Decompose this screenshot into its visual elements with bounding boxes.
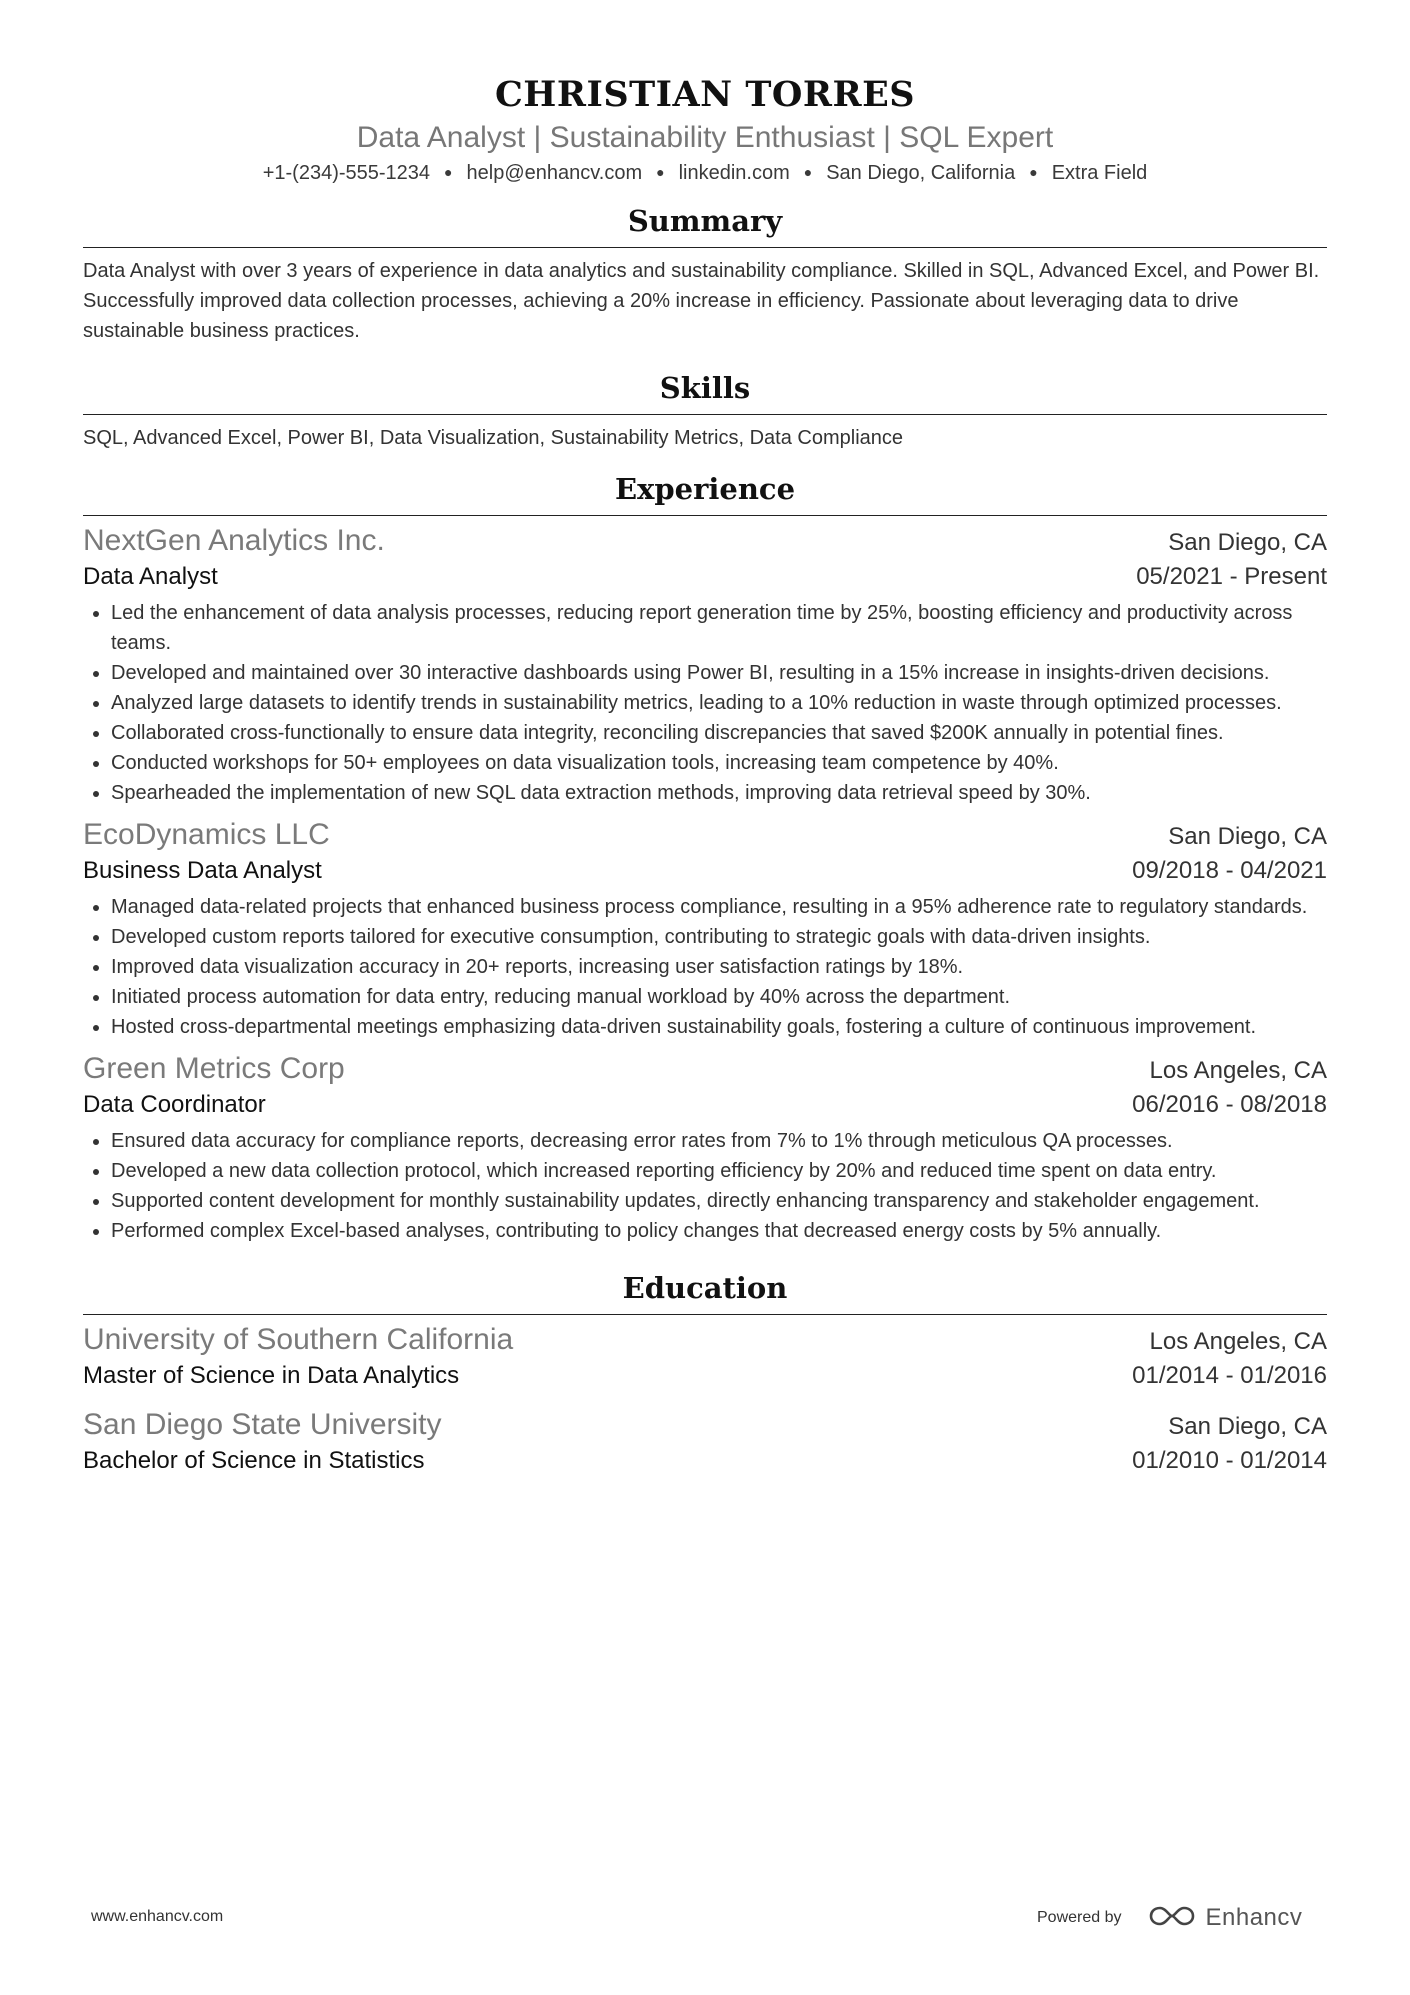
company-name: NextGen Analytics Inc. (83, 524, 385, 557)
skills-section (83, 368, 1327, 453)
list-item: Supported content development for monthly sustainability updates, directly enhancing transparency and stakeholder engagement. (83, 1186, 1327, 1216)
skills-text: SQL, Advanced Excel, Power BI, Data Visualization, Sustainability Metrics, Data Compliance (83, 427, 904, 449)
company-name: Green Metrics Corp (83, 1052, 345, 1085)
job-location: San Diego, CA (1168, 529, 1327, 556)
list-item: Developed custom reports tailored for executive consumption, contributing to strategic goals with data-driven insights. (83, 922, 1327, 952)
contact-location: San Diego, California (826, 162, 1016, 184)
footer-branding[interactable] (1037, 1898, 1302, 1938)
degree-title: Master of Science in Data Analytics (83, 1362, 460, 1389)
list-item: Developed and maintained over 30 interactive dashboards using Power BI, resulting in a 15% increase in insights-driven decisions. (83, 658, 1327, 688)
summary-title: Summary (83, 201, 1327, 248)
list-item: Collaborated cross-functionally to ensure data integrity, reconciling discrepancies that saved $200K annually in potential fines. (83, 718, 1327, 748)
list-item: Hosted cross-departmental meetings emphasizing data-driven sustainability goals, fostering a culture of continuous improvement. (83, 1012, 1327, 1042)
candidate-name: CHRISTIAN TORRES (494, 74, 916, 115)
bullet-separator: ● (1029, 164, 1038, 180)
footer-website[interactable]: www.enhancv.com (91, 1908, 224, 1925)
degree-dates: 01/2014 - 01/2016 (1132, 1362, 1327, 1389)
job-bullets (83, 892, 1327, 1042)
summary-text: Data Analyst with over 3 years of experience in data analytics and sustainability compliance. Skilled in SQL, Advanced Excel, and Power BI. Successfully improved data collection processes, achieving a 20% increase in efficiency. Passionate about leveraging data to drive sustainable business practices. (83, 260, 1320, 342)
list-item: Improved data visualization accuracy in 20+ reports, increasing user satisfaction ratings by 18%. (83, 952, 1327, 982)
entry-header (83, 1406, 1327, 1444)
education-entry (83, 1321, 1327, 1392)
school-location: San Diego, CA (1168, 1413, 1327, 1440)
job-location: Los Angeles, CA (1149, 1057, 1327, 1084)
infinity-logo-icon (1148, 1904, 1196, 1928)
enhancv-logo-icon (1148, 1904, 1196, 1933)
list-item: Led the enhancement of data analysis processes, reducing report generation time by 25%, boosting efficiency and productivity across teams. (83, 598, 1327, 658)
job-title: Data Analyst (83, 563, 218, 590)
school-name: University of Southern California (83, 1323, 514, 1356)
experience-title: Experience (83, 469, 1327, 516)
list-item: Analyzed large datasets to identify trends in sustainability metrics, leading to a 10% reduction in waste through optimized processes. (83, 688, 1327, 718)
list-item: Spearheaded the implementation of new SQL data extraction methods, improving data retrieval speed by 30%. (83, 778, 1327, 808)
job-bullets (83, 598, 1327, 808)
school-name: San Diego State University (83, 1408, 442, 1441)
education-entry (83, 1406, 1327, 1477)
job-title: Data Coordinator (83, 1091, 266, 1118)
company-name: EcoDynamics LLC (83, 818, 330, 851)
contact-line (83, 158, 1327, 187)
experience-entry (83, 816, 1327, 1042)
entry-header (83, 1050, 1327, 1088)
job-dates: 05/2021 - Present (1136, 563, 1327, 590)
degree-row (83, 1360, 1327, 1392)
list-item: Conducted workshops for 50+ employees on data visualization tools, increasing team competence by 40%. (83, 748, 1327, 778)
entry-header (83, 522, 1327, 560)
entry-header (83, 816, 1327, 854)
entry-header (83, 1321, 1327, 1359)
list-item: Ensured data accuracy for compliance reports, decreasing error rates from 7% to 1% through meticulous QA processes. (83, 1126, 1327, 1156)
experience-entry (83, 1050, 1327, 1246)
school-location: Los Angeles, CA (1149, 1328, 1327, 1355)
education-title: Education (83, 1268, 1327, 1315)
bullet-separator: ● (444, 164, 453, 180)
job-dates: 09/2018 - 04/2021 (1132, 857, 1327, 884)
role-row (83, 855, 1327, 887)
skills-title: Skills (83, 368, 1327, 415)
candidate-tagline: Data Analyst | Sustainability Enthusiast | SQL Expert (356, 121, 1054, 154)
degree-row (83, 1445, 1327, 1477)
list-item: Developed a new data collection protocol, which increased reporting efficiency by 20% and reduced time spent on data entry. (83, 1156, 1327, 1186)
job-title: Business Data Analyst (83, 857, 322, 884)
experience-section (83, 469, 1327, 1246)
job-dates: 06/2016 - 08/2018 (1132, 1091, 1327, 1118)
contact-extra: Extra Field (1051, 162, 1148, 184)
contact-linkedin[interactable]: linkedin.com (678, 162, 790, 184)
role-row (83, 561, 1327, 593)
bullet-separator: ● (803, 164, 813, 180)
list-item: Managed data-related projects that enhanced business process compliance, resulting in a 95% adherence rate to regulatory standards. (83, 892, 1327, 922)
bullet-separator: ● (656, 164, 665, 180)
list-item: Initiated process automation for data entry, reducing manual workload by 40% across the department. (83, 982, 1327, 1012)
contact-email[interactable]: help@enhancv.com (466, 162, 643, 184)
experience-entry (83, 522, 1327, 808)
education-section (83, 1268, 1327, 1477)
contact-phone[interactable]: +1-(234)-555-1234 (262, 162, 431, 184)
list-item: Performed complex Excel-based analyses, contributing to policy changes that decreased energy costs by 5% annually. (83, 1216, 1327, 1246)
role-row (83, 1089, 1327, 1121)
job-bullets (83, 1126, 1327, 1246)
degree-dates: 01/2010 - 01/2014 (1132, 1447, 1327, 1474)
summary-section (83, 201, 1327, 346)
brand-name: Enhancv (1205, 1904, 1303, 1931)
job-location: San Diego, CA (1168, 823, 1327, 850)
powered-by-label: Powered by (1037, 1909, 1122, 1926)
degree-title: Bachelor of Science in Statistics (83, 1447, 425, 1474)
resume-page (83, 0, 1327, 1477)
resume-header (83, 0, 1327, 187)
